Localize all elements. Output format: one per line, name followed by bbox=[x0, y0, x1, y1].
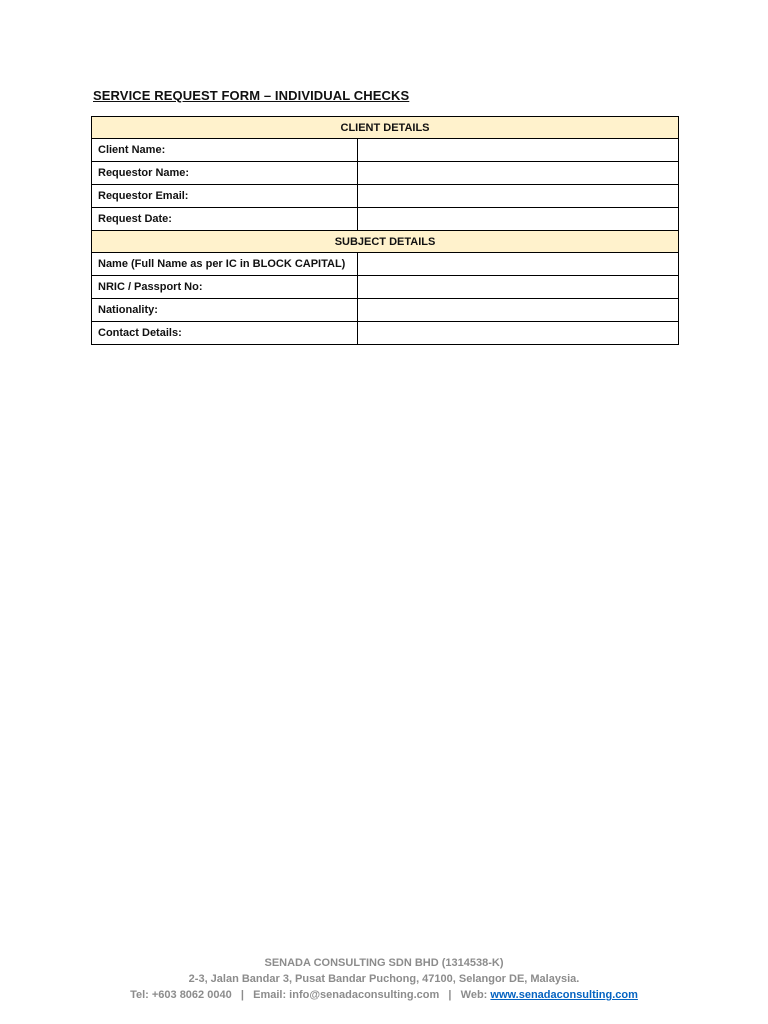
requestor-email-label: Requestor Email: bbox=[92, 185, 358, 208]
request-date-cell bbox=[358, 208, 679, 231]
client-name-cell bbox=[358, 139, 679, 162]
request-date-field[interactable] bbox=[358, 208, 678, 230]
footer-company: SENADA CONSULTING SDN BHD (1314538-K) bbox=[264, 957, 504, 969]
website-link[interactable]: www.senadaconsulting.com bbox=[490, 989, 638, 1001]
table-row bbox=[92, 162, 679, 185]
table-row bbox=[92, 185, 679, 208]
requestor-name-cell bbox=[358, 162, 679, 185]
table-row bbox=[92, 322, 679, 345]
client-name-label: Client Name: bbox=[92, 139, 358, 162]
requestor-email-field[interactable] bbox=[358, 185, 678, 207]
table-row bbox=[92, 139, 679, 162]
requestor-name-field[interactable] bbox=[358, 162, 678, 184]
client-details-heading: CLIENT DETAILS bbox=[92, 117, 679, 139]
subject-full-name-cell bbox=[358, 253, 679, 276]
subject-full-name-label: Name (Full Name as per IC in BLOCK CAPITAL) bbox=[92, 253, 358, 276]
request-date-label: Request Date: bbox=[92, 208, 358, 231]
client-details-header-row bbox=[92, 117, 679, 139]
contact-details-field[interactable] bbox=[358, 322, 678, 344]
nationality-cell bbox=[358, 299, 679, 322]
table-row bbox=[92, 299, 679, 322]
client-name-field[interactable] bbox=[358, 139, 678, 161]
page-footer bbox=[0, 955, 768, 1003]
subject-details-heading: SUBJECT DETAILS bbox=[92, 231, 679, 253]
service-request-table bbox=[91, 116, 679, 345]
nric-passport-label: NRIC / Passport No: bbox=[92, 276, 358, 299]
nric-passport-cell bbox=[358, 276, 679, 299]
subject-full-name-field[interactable] bbox=[358, 253, 678, 275]
contact-details-cell bbox=[358, 322, 679, 345]
footer-contact-text: Tel: +603 8062 0040 | Email: info@senadaconsulting.com | Web: bbox=[130, 989, 491, 1001]
form-title: SERVICE REQUEST FORM – INDIVIDUAL CHECKS bbox=[93, 88, 410, 103]
footer-address: 2-3, Jalan Bandar 3, Pusat Bandar Puchong, 47100, Selangor DE, Malaysia. bbox=[188, 973, 580, 985]
requestor-email-cell bbox=[358, 185, 679, 208]
requestor-name-label: Requestor Name: bbox=[92, 162, 358, 185]
table-row bbox=[92, 276, 679, 299]
nationality-field[interactable] bbox=[358, 299, 678, 321]
subject-details-header-row bbox=[92, 231, 679, 253]
nationality-label: Nationality: bbox=[92, 299, 358, 322]
contact-details-label: Contact Details: bbox=[92, 322, 358, 345]
nric-passport-field[interactable] bbox=[358, 276, 678, 298]
table-row bbox=[92, 253, 679, 276]
footer-contact-line bbox=[0, 987, 768, 1003]
table-row bbox=[92, 208, 679, 231]
